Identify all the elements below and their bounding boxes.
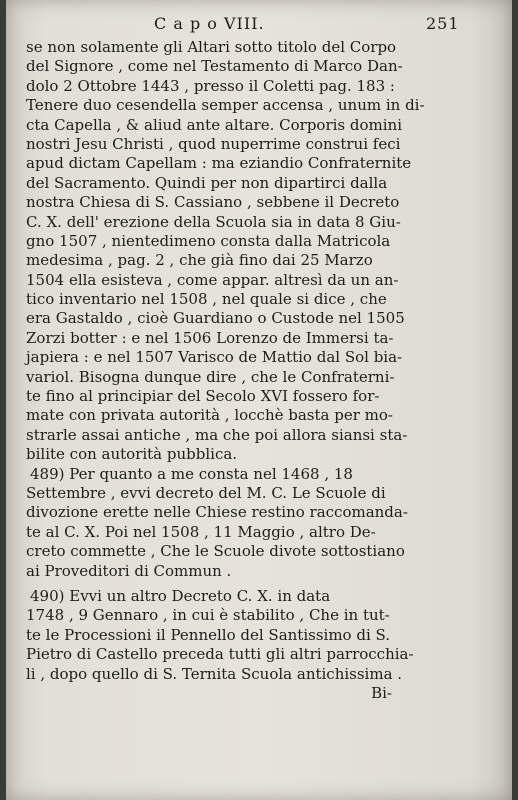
text-line: tico inventario nel 1508 , nel quale si dice , che bbox=[26, 290, 387, 309]
text-line: ai Proveditori di Commun . bbox=[26, 561, 232, 580]
paragraph-489-start: 489) Per quanto a me consta nel 1468 , 18 bbox=[30, 464, 353, 483]
catchword: Bi- bbox=[371, 683, 392, 702]
text-line: era Gastaldo , cioè Guardiano o Custode nel 1505 bbox=[26, 309, 405, 328]
text-line: apud dictam Capellam : ma eziandio Confraternite bbox=[26, 154, 412, 173]
text-line: 1504 ella esisteva , come appar. altresì da un an- bbox=[26, 270, 399, 289]
text-line: variol. Bisogna dunque dire , che le Confraterni- bbox=[26, 367, 395, 386]
text-line: Pietro di Castello preceda tutti gli altri parrocchia- bbox=[26, 645, 414, 664]
text-line: bilite con autorità pubblica. bbox=[26, 445, 238, 464]
text-line: 1748 , 9 Gennaro , in cui è stabilito , Che in tut- bbox=[26, 606, 390, 625]
text-line: strarle assai antiche , ma che poi allora siansi sta- bbox=[26, 425, 408, 444]
body-text bbox=[26, 38, 425, 703]
text-line: te al C. X. Poi nel 1508 , 11 Maggio , altro De- bbox=[26, 522, 376, 541]
text-line: te fino al principiar del Secolo XVI fossero for- bbox=[26, 387, 380, 406]
paragraph-490-start: 490) Evvi un altro Decreto C. X. in data bbox=[30, 586, 331, 605]
text-line: del Signore , come nel Testamento di Marco Dan- bbox=[26, 57, 403, 76]
book-page bbox=[6, 0, 512, 800]
text-line: dolo 2 Ottobre 1443 , presso il Coletti pag. 183 : bbox=[26, 76, 395, 95]
text-line: li , dopo quello di S. Ternita Scuola antichissima . bbox=[26, 664, 403, 683]
chapter-title: C a p o VIII. bbox=[154, 14, 265, 33]
text-line: Zorzi botter : e nel 1506 Lorenzo de Immersi ta- bbox=[26, 328, 394, 347]
text-line: te le Processioni il Pennello del Santissimo di S. bbox=[26, 625, 391, 644]
text-line: gno 1507 , nientedimeno consta dalla Matricola bbox=[26, 231, 391, 250]
text-line: japiera : e nel 1507 Varisco de Mattio dal Sol bia- bbox=[26, 348, 403, 367]
text-line: del Sacramento. Quindi per non dipartirci dalla bbox=[26, 173, 388, 192]
text-line: medesima , pag. 2 , che già fino dai 25 Marzo bbox=[26, 251, 373, 270]
page-number: 251 bbox=[426, 14, 460, 33]
text-line: Settembre , evvi decreto del M. C. Le Scuole di bbox=[26, 483, 386, 502]
text-line: divozione erette nelle Chiese restino raccomanda- bbox=[26, 503, 408, 522]
text-line: C. X. dell' erezione della Scuola sia in data 8 Giu- bbox=[26, 212, 401, 231]
text-line: nostra Chiesa di S. Cassiano , sebbene il Decreto bbox=[26, 193, 400, 212]
text-line: cta Capella , & aliud ante altare. Corporis domini bbox=[26, 115, 402, 134]
text-line: Tenere duo cesendella semper accensa , unum in di- bbox=[26, 96, 425, 115]
text-line: creto commette , Che le Scuole divote sottostiano bbox=[26, 542, 405, 561]
text-line: se non solamente gli Altari sotto titolo del Corpo bbox=[26, 38, 397, 56]
text-line: mate con privata autorità , locchè basta per mo- bbox=[26, 406, 393, 425]
text-line: nostri Jesu Christi , quod nuperrime construi feci bbox=[26, 134, 401, 153]
